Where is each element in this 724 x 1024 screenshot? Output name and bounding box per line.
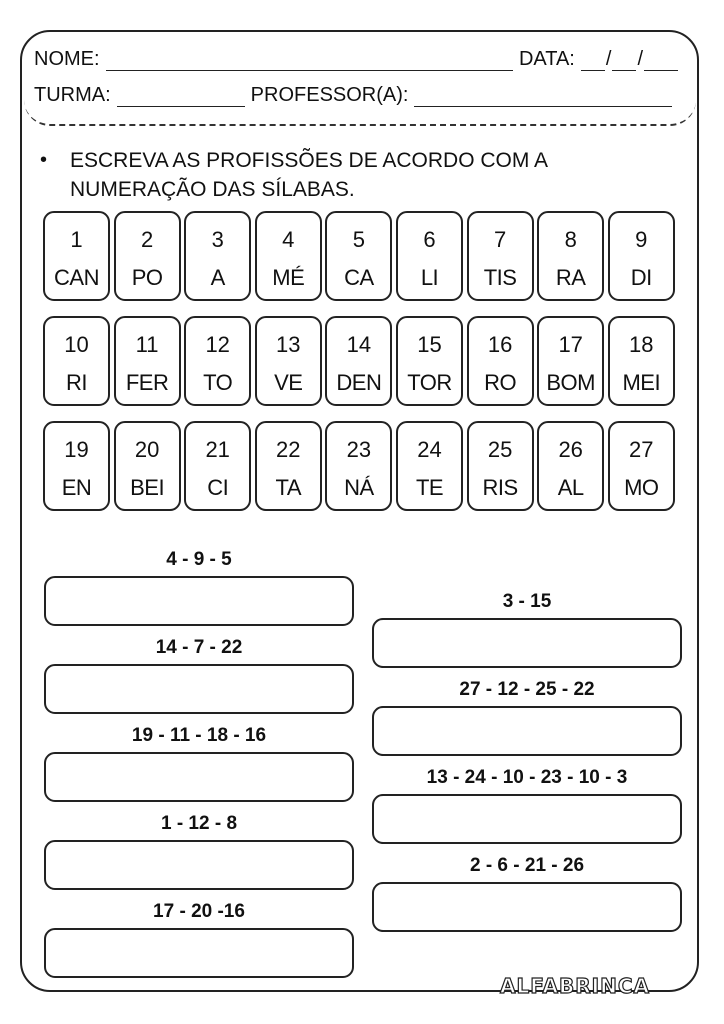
syllable-card [325,421,392,511]
syllable-number: 2 [140,227,154,252]
syllable-number: 13 [276,332,301,357]
syllable-number: 21 [205,437,230,462]
syllable-card [43,421,110,511]
syllable-text: DEN [336,370,382,395]
date-field[interactable] [581,48,678,71]
syllable-card [255,421,322,511]
syllable-card [467,316,534,406]
task-item [372,591,682,671]
syllable-text: VE [274,370,303,395]
syllable-number: 19 [64,437,89,462]
syllable-card [114,211,181,301]
task-item [44,813,354,893]
syllable-sequence: 3 - 15 [502,591,552,612]
bullet: • [40,149,48,171]
answer-box[interactable] [372,794,682,844]
turma-field[interactable] [117,88,245,107]
syllable-number: 15 [417,332,442,357]
syllable-text: EN [61,475,92,500]
answer-box[interactable] [44,840,354,890]
syllable-card [608,316,675,406]
turma-label: TURMA: [34,84,111,106]
answer-box[interactable] [44,664,354,714]
syllable-card [396,211,463,301]
header [24,34,696,126]
syllable-card [608,211,675,301]
syllable-text: DI [630,265,652,290]
syllable-number: 1 [70,227,83,252]
syllable-sequence: 27 - 12 - 25 - 22 [459,679,595,700]
date-slash: / [637,48,643,70]
syllable-text: CI [207,475,229,500]
syllable-card [537,211,604,301]
syllable-number: 8 [564,227,577,252]
syllable-text: FER [125,370,169,395]
professor-label: PROFESSOR(A): [250,84,409,106]
syllable-number: 23 [346,437,372,462]
syllable-text: TE [415,475,444,500]
task-item [44,725,354,805]
date-year-field[interactable] [644,52,678,71]
instruction [40,146,660,204]
syllable-card [43,211,110,301]
syllable-sequence: 1 - 12 - 8 [160,813,238,834]
date-day-field[interactable] [581,52,605,71]
syllable-number: 27 [629,437,654,462]
syllable-text: TIS [483,265,517,290]
syllable-card [537,421,604,511]
syllable-card [396,316,463,406]
syllable-text: PO [131,265,163,290]
syllable-text: LI [420,265,439,290]
syllable-number: 12 [205,332,230,357]
syllable-sequence: 17 - 20 -16 [153,901,245,922]
syllable-text: MO [624,475,659,500]
task-item [44,901,354,981]
date-month-field[interactable] [612,52,636,71]
syllable-number: 16 [487,332,513,357]
syllable-card [184,421,251,511]
answer-box[interactable] [44,576,354,626]
answer-box[interactable] [44,752,354,802]
syllable-card [114,421,181,511]
syllable-number: 17 [558,332,583,357]
syllable-sequence: 19 - 11 - 18 - 16 [131,725,267,746]
header-line-1 [34,48,678,71]
syllable-card [184,211,251,301]
syllable-card [467,421,534,511]
syllable-number: 3 [211,227,224,252]
syllable-text: BOM [546,370,595,395]
task-item [372,679,682,759]
syllable-card [255,211,322,301]
syllable-number: 22 [276,437,301,462]
syllable-number: 7 [493,227,507,252]
syllable-text: TOR [407,370,452,395]
syllable-card [43,316,110,406]
task-item [44,637,354,717]
syllable-card [396,421,463,511]
syllable-text: NÁ [344,475,374,500]
syllable-sequence: 13 - 24 - 10 - 23 - 10 - 3 [426,767,628,788]
syllable-number: 4 [282,227,295,252]
task-item [44,549,354,629]
syllable-text: TA [275,475,302,500]
syllable-card [608,421,675,511]
syllable-card [467,211,534,301]
nome-label: NOME: [34,48,100,70]
syllable-number: 14 [346,332,372,357]
syllable-number: 9 [635,227,648,252]
instruction-line-1: ESCREVA AS PROFISSÕES DE ACORDO COM A [70,149,549,172]
syllable-card [537,316,604,406]
syllable-text: CAN [54,265,99,290]
syllable-text: TO [203,370,233,395]
instruction-line-2: NUMERAÇÃO DAS SÍLABAS. [70,178,355,201]
answer-box[interactable] [44,928,354,978]
syllable-text: CA [344,265,374,290]
answer-box[interactable] [372,618,682,668]
syllable-text: RO [484,370,517,395]
syllable-number: 11 [135,332,159,357]
syllable-text: MEI [622,370,661,395]
syllable-card [184,316,251,406]
syllable-number: 24 [417,437,442,462]
task-item [372,855,682,935]
answer-box[interactable] [372,706,682,756]
answer-box[interactable] [372,882,682,932]
header-line-2 [34,84,678,107]
syllable-text: AL [557,475,584,500]
syllable-number: 6 [423,227,436,252]
syllable-text: RA [555,265,586,290]
syllable-card [325,211,392,301]
syllable-text: RI [66,370,87,395]
task-item [372,767,682,847]
syllable-number: 26 [558,437,583,462]
syllable-sequence: 14 - 7 - 22 [155,637,243,658]
syllable-number: 5 [352,227,366,252]
syllable-sequence: 2 - 6 - 21 - 26 [469,855,585,876]
syllable-card [325,316,392,406]
instruction-text [70,146,660,204]
syllable-number: 10 [64,332,89,357]
data-label: DATA: [518,48,575,70]
professor-field[interactable] [414,88,672,107]
syllable-sequence: 4 - 9 - 5 [166,549,232,570]
date-slash: / [605,48,612,70]
syllable-number: 25 [487,437,513,462]
syllable-card [255,316,322,406]
syllable-number: 20 [134,437,160,462]
syllable-text: BEI [130,475,165,500]
nome-field[interactable] [106,52,513,71]
syllable-text: MÉ [272,265,305,290]
syllable-number: 18 [629,332,654,357]
brand-logo: ALFABRINCA [499,974,651,998]
syllable-card [114,316,181,406]
syllable-text: A [210,265,225,290]
syllable-text: RIS [482,475,518,500]
